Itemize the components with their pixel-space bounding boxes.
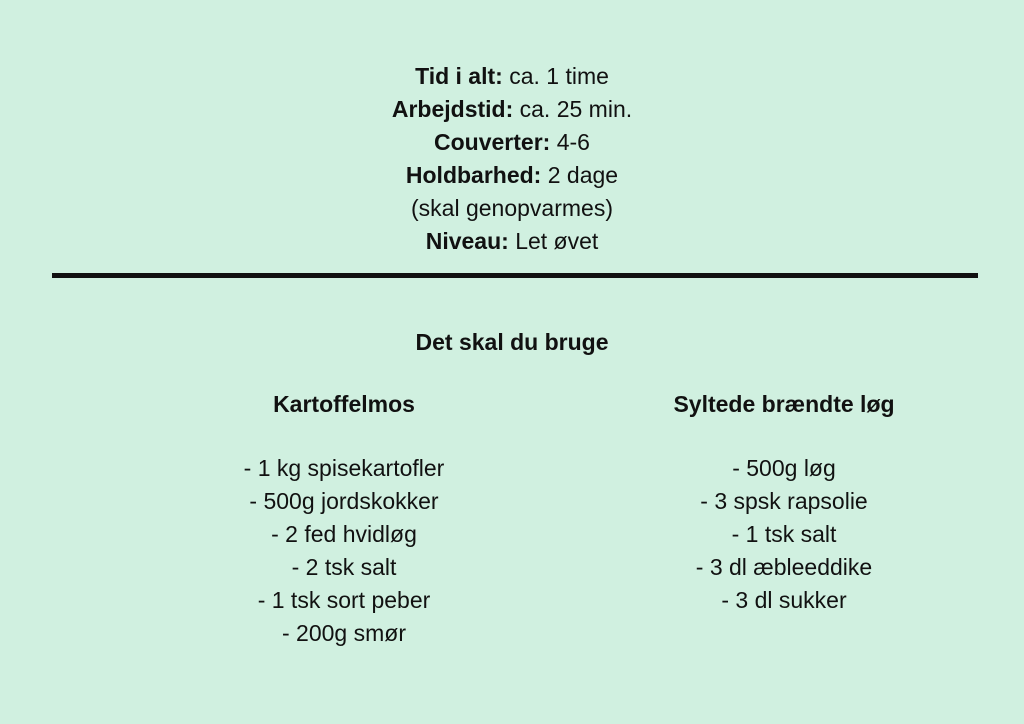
meta-row-holdbarhed	[0, 159, 1024, 192]
meta-label-tid-i-alt: Tid i alt:	[415, 63, 503, 89]
ingredient-column-kartoffelmos	[94, 390, 594, 650]
meta-value-tid-i-alt: ca. 1 time	[509, 63, 609, 89]
ingredient-item: - 1 kg spisekartofler	[243, 455, 445, 481]
ingredient-column-syltede-braendte-loeg	[594, 390, 974, 617]
ingredient-item: - 1 tsk sort peber	[257, 587, 431, 613]
meta-row-tid-i-alt	[0, 60, 1024, 93]
meta-note-reheat: (skal genopvarmes)	[411, 195, 613, 221]
meta-row-arbejdstid	[0, 93, 1024, 126]
ingredient-item: - 500g løg	[732, 455, 836, 481]
ingredient-item: - 2 tsk salt	[291, 554, 397, 580]
ingredient-item: - 3 spsk rapsolie	[700, 488, 868, 514]
ingredient-column-title: Kartoffelmos	[273, 391, 415, 417]
meta-value-holdbarhed: 2 dage	[547, 162, 619, 188]
meta-row-niveau	[0, 225, 1024, 258]
meta-label-arbejdstid: Arbejdstid:	[391, 96, 514, 122]
section-divider	[52, 273, 978, 278]
ingredient-item: - 2 fed hvidløg	[271, 521, 417, 547]
ingredient-column-title: Syltede brændte løg	[673, 391, 895, 417]
ingredient-item: - 3 dl æbleeddike	[695, 554, 873, 580]
meta-label-couverter: Couverter:	[434, 129, 551, 155]
ingredient-item: - 500g jordskokker	[249, 488, 439, 514]
meta-value-couverter: 4-6	[556, 129, 590, 155]
meta-row-couverter	[0, 126, 1024, 159]
meta-label-niveau: Niveau:	[425, 228, 509, 254]
ingredient-item: - 3 dl sukker	[721, 587, 847, 613]
meta-value-niveau: Let øvet	[515, 228, 599, 254]
ingredients-columns	[0, 390, 1024, 650]
recipe-meta-block	[0, 60, 1024, 258]
meta-label-holdbarhed: Holdbarhed:	[405, 162, 542, 188]
meta-value-arbejdstid: ca. 25 min.	[519, 96, 633, 122]
ingredient-item: - 1 tsk salt	[731, 521, 837, 547]
ingredients-section-heading: Det skal du bruge	[415, 329, 609, 355]
ingredient-item: - 200g smør	[282, 620, 406, 646]
